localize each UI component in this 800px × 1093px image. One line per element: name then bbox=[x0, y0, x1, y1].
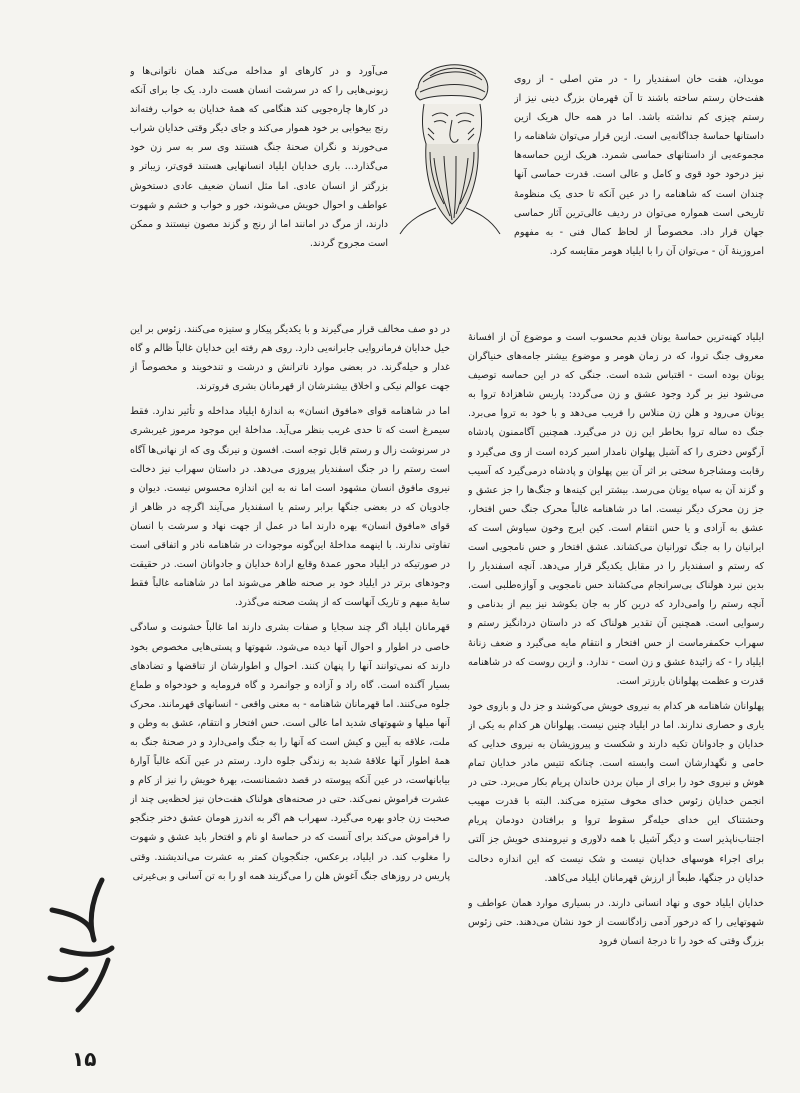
paragraph: خدایان ایلیاد خوی و نهاد انسانی دارند. در بسیاری موارد همان عواطف و شهوتهایی را که درخور آدمی زادگانست از خود نشان می‌دهند. حتی زئوس بزرگ وقتی که خود را تا درجهٔ انسان فرود bbox=[468, 897, 764, 947]
paragraph: در دو صف مخالف قرار می‌گیرند و با یکدیگر پیکار و ستیزه می‌کنند. زئوس بر این خیل خدایان فرمانروایی جابرانه‌یی دارد. روی هم رفته این خدایان غالباً ظالم و گاه غدار و حیله‌گرند. در بعضی موارد ناترانش و درشت و تندخویند و مخصوصاً از جهت عوالم نیکی و اخلاق بیشترشان از قهرمانان بشری فروترند. bbox=[130, 324, 450, 393]
portrait-sketch-icon bbox=[390, 48, 508, 238]
portrait-illustration bbox=[390, 48, 508, 238]
left-column-top bbox=[130, 62, 388, 318]
paragraph: مویدان، هفت خان اسفندیار را - در متن اصلی - از روی هفت‌خان رستم ساخته باشند تا آن قهرمان بزرگ دینی نیز از رستم چیزی کم نداشته باشد. اما در همه حال هریک ازین داستانها حماسهٔ جداگانه‌یی است. ازین قرار می‌توان شاهنامه را مجموعه‌یی از داستانهای حماسی شمرد. هریک ازین حماسه‌ها نیز درخود خود قوی و کامل و عالی است. قدرت حماسی آنها چندان است که شاهنامه را در عین آنکه تا حدی یک منظومهٔ تاریخی است همواره می‌توان در ردیف عالی‌ترین آثار حماسی جهان قرار داد. مخصوصاً از لحاظ کمال فنی - به مفهوم امروزینهٔ آن - می‌توان آن را با ایلیاد هومر مقایسه کرد. bbox=[514, 74, 764, 257]
paragraph: قهرمانان ایلیاد اگر چند سجایا و صفات بشری دارند اما غالباً خشونت و سادگی خاصی در اطوار و احوال آنها دیده می‌شود. شهوتها و پستی‌هایی مخصوص بخود دارند که نمی‌توانند آنها را پنهان کنند. احوال و اطوارشان از تناقضها و تضادهای بسیار آگنده است. گاه راد و آزاده و جوانمرد و گاه فرومایه و خودخواه و طماع جلوه می‌کنند. اما قهرمانان شاهنامه - به معنی واقعی - انسانهای قهرمانند. محرک آنها میلها و شهوتهای شدید اما عالی است. حس افتخار و انتقام، عشق به وطن و ملت، علاقه به آیین و کیش است که آنها را به جنگ وامی‌دارد و در صحنهٔ جنگ به همهٔ اطوار آنها علاقهٔ شدید به زندگی جلوه دارد. رستم در عین آنکه غالباً آوارهٔ بیابانهاست، در عین آنکه پیوسته در قصد دشمنانست، بهرهٔ خویش را نیز از کام و عشرت فراموش نمی‌کند. حتی در صحنه‌های هولناک هفت‌خان نیز لحظه‌یی چند از صحبت زن جادو بهره می‌گیرد. سهراب هم اگر به اندرز هومان عشق دختر جنگجو را فراموش می‌کند برای آنست که در حماسهٔ او نام و افتخار باید عشق و شهوت را مغلوب کند. در ایلیاد، برعکس، جنگجویان کمتر به عشرت می‌اندیشند. وقتی پاریس در روزهای جنگ آغوش هلن را می‌گزیند همه او را به تن آسانی و بی‌غیرتی bbox=[130, 622, 450, 882]
paragraph: ایلیاد کهنه‌ترین حماسهٔ یونان قدیم محسوب است و موضوع آن از افسانهٔ معروف جنگ تروا، که در زمان هومر و موضوع بیشتر جامه‌های خنیاگران یونان بوده است - اقتباس شده است. جنگی که در این حماسه توصیف می‌شود نیز بر گرد وجود عشق و زن می‌گردد: پاریس شاهزادهٔ تروا به یونان می‌رود و هلن زن منلاس را فریب می‌دهد و با خود به تروا می‌برد. جنگ ده ساله تروا بخاطر این زن در می‌گیرد. همچنین آگاممنون پادشاه آرگوس دختری را که آشیل پهلوان نامدار اسیر کرده است از وی می‌گیرد و رقابت ومشاجرهٔ سختی بر اثر آن بین پهلوان و پادشاه درمی‌گیرد که آسیب و گزند آن به سپاه یونان می‌رسد. بیشتر این کینه‌ها و جنگ‌ها را جز عشق و جز زن محرک دیگر نیست. اما در شاهنامه غالباً محرک جنگ حس افتخار، عشق به آزادی و یا حس انتقام است. کین ایرج وخون سیاوش است که ایرانیان را به جنگ تورانیان می‌کشاند. عشق افتخار و حس نامجویی است که رستم و اسفندیار را در مقابل یکدیگر قرار می‌دهد. آنچه اسفندیار را بدین نبرد هولناک بی‌سرانجام می‌کشاند حس نامجویی و آوازه‌طلبی است. آنچه رستم را وامی‌دارد که درین کار به جان بکوشد نیز بیم از بدنامی و رسوایی است. همچنین آن تقدیر هولناک که در داستان دردانگیز رستم و سهراب حکمفرماست از حس افتخار و انتقام مایه می‌گیرد و ضعف زنانهٔ ایلیاد را - که زائیدهٔ عشق و زن است - ندارد. و ازین روست که در شاهنامه قدرت و عظمت پهلوانان بارزتر است. bbox=[468, 332, 764, 687]
paragraph: اما در شاهنامه قوای «مافوق انسان» به اندازهٔ ایلیاد مداخله و تأثیر ندارد. فقط سیمرغ است که تا حدی غریب بنظر می‌آید. مداخلهٔ این موجود مرموز غیربشری در سرنوشت زال و رستم قابل توجه است. افسون و نیرنگ وی که از نهانی‌ها آگاه است رستم را در جنگ اسفندیار پیروزی می‌دهد. در داستان سهراب نیز دخالت نیروی مافوق انسان مشهود است اما نه به این اندازه محسوس نیست. دیوان و جادویان که در بعضی جنگها برابر رستم یا اسفندیار می‌آیند اگرچه در ظاهر از قوای «مافوق انسان» بهره دارند اما در عمل از جهت نهاد و سرشت با انسان تفاوتی ندارند. با اینهمه مداخلهٔ این‌گونه موجودات در شاهنامه نادر و اتفاقی است در صورتیکه در ایلیاد محور عمدهٔ وقایع ارادهٔ خدایان و جادوانان است. در حقیقت وجودهای برتر در ایلیاد خود بر صحنه ظاهر می‌شوند اما در شاهنامه غالباً فقط سایهٔ مبهم و تاریک آنهاست که از پشت صحنه می‌گذرد. bbox=[130, 406, 450, 609]
calligraphy-logo-icon bbox=[32, 870, 124, 1020]
logo-text: کرمان bbox=[75, 1018, 78, 1019]
paragraph: پهلوانان شاهنامه هر کدام به نیروی خویش می‌کوشند و جز دل و بازوی خود یاری و حصاری ندارند. اما در ایلیاد چنین نیست. پهلوانان هر کدام به یکی از خدایان و جادوانان تکیه دارند و شکست و پیروزیشان به نیروی خدایی که حامی و نگهدارشان است وابسته است. چنانکه تتیس مادر خدایان تمام هوش و نیروی خود را برای از میان بردن خاندان پریام بکار می‌برد. حتی در انجمن خدایان زئوس خدای مخوف ستیزه می‌کند. البته با قدرت مهیب وحشتناک این خدای حیله‌گر سقوط تروا و برافتادن دودمان پریام اجتناب‌ناپذیر است و دیگر آشیل با همه دلاوری و نیرومندی خویش جز آلتی برای اجراء هوسهای خدایان نیست و شک نیست که این اندازه دخالت خدایان در جنگها، طبعاً از ارزش قهرمانان ایلیاد می‌کاهد. bbox=[468, 700, 764, 884]
paragraph: می‌آورد و در کارهای او مداخله می‌کند همان ناتوانی‌ها و زبونی‌هایی را که در سرشت انسان هست دارد. یک جا برای آنکه در کارها چاره‌جویی کند هنگامی که همهٔ خدایان به خواب رفته‌اند رنج بیخوابی بر خود هموار می‌کند و جای دیگر وقتی خدایان شراب می‌خورند و نگران صحنهٔ جنگ هستند وی سر به سر زن خود می‌گذارد... باری خدایان ایلیاد انسانهایی هستند قوی‌تر، زیباتر و بزرگتر از انسان عادی. اما مثل انسان ضعیف عادی دستخوش عواطف و احوال خویش می‌شوند، خور و خواب و خشم و شهوت دارند، از مرگ در امانند اما از رنج و گزند مصون نیستند و ممکن است مجروح گردند. bbox=[130, 66, 388, 249]
magazine-logo bbox=[32, 870, 124, 1020]
page-number: ۱۵ bbox=[72, 1047, 97, 1071]
left-column bbox=[130, 320, 450, 1062]
right-column bbox=[468, 328, 764, 1070]
right-column-top bbox=[514, 70, 764, 326]
